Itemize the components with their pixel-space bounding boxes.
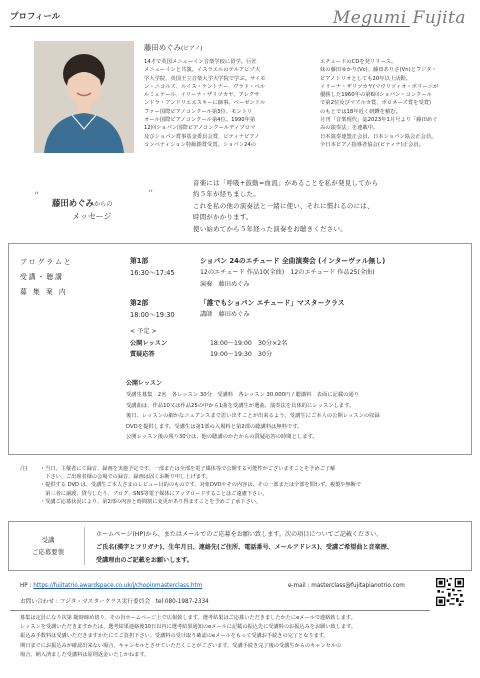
bio-line: 14才で英国メニューイン音楽学校に留学。巨匠	[144, 59, 257, 65]
lesson-line: 後日、レッスンの細かなニュアンスまで思い出すことが出来るよう、受講生にご本人の公開レッスンの収録	[126, 413, 380, 420]
hp-row	[20, 583, 202, 589]
header-divider	[10, 26, 410, 27]
email-address[interactable]: masterclass@fujitapianotrio.com	[311, 583, 405, 589]
part2-masterclass-title: 「誰でもショパン エチュード」マスタークラス	[200, 299, 345, 307]
bio-line: コンペティション特級銀賞受賞。ショパン24の	[144, 141, 257, 148]
close-quote-mark: ”	[148, 189, 154, 200]
notes-label: 注)	[20, 466, 28, 472]
schedule-row1-value: 18:00～19:00 30分×2名	[210, 340, 288, 347]
footer-line: 場合、納入済ました受講料は原則返金いたしかねます。	[20, 651, 150, 658]
message-line: これを私の他の演奏法と一緒に使い、それに慣れるのには、	[193, 201, 374, 210]
schedule-row2-label: 質疑応答	[130, 351, 155, 358]
apply-line-bold: 受講理由のご記載をお願いします。	[96, 557, 194, 564]
part1-title: 第1部	[130, 257, 149, 265]
apply-text	[96, 528, 468, 567]
signature-logo: Megumi Fujita	[332, 8, 466, 28]
schedule-row2-value: 19:00～19:30 30分	[210, 351, 273, 358]
hp-link[interactable]: https://fujitatrio.awardspace.co.uk/j/chopinmasterclass.htm	[33, 583, 203, 589]
message-kara: からの	[93, 201, 113, 208]
message-line: 時間がかかります。	[193, 213, 253, 222]
footer-line: 募集は定員になり次第 随時締め切り、その旨ホームページ上で広報致します。選考結果はご応募いただきましたかたにeメールで連絡致します。	[20, 615, 356, 621]
bio-line: イリーナ・ザリツカヤ(マウリツィオ・ポリーニが	[320, 83, 439, 90]
apply-line-bold: ご氏名(漢字とフリガナ)、生年月日、連絡先(ご住所、電話番号、メールアドレス)、受講ご希望曲と音楽歴、	[96, 544, 393, 551]
apply-label-line2: ご応募要領	[32, 548, 64, 556]
email-row	[288, 583, 405, 589]
program-label-line: プログラムと	[20, 258, 73, 266]
bio-line: ン・ニコルズ、ルイス・ケントナー、ヴラド・ペル	[144, 83, 266, 90]
apply-label-line1: 受講	[41, 536, 55, 544]
program-label	[20, 255, 104, 300]
footer-line: 振込み手数料は受講いただきますかたにてご負担下さい。受講料の受け取り確認のeメールをもって受講お手続きの完了となります。	[20, 633, 329, 640]
portrait-illustration	[34, 41, 134, 153]
program-label-line: 募 集 案 内	[20, 288, 68, 296]
bio-line: みの演奏法」を連載中。	[320, 125, 379, 132]
lesson-line: 受講生募集 2名 各レッスン 30分 受講料 各レッスン 30,000円 / 聴講料 表面に記載の通り	[126, 392, 360, 398]
portrait-photo	[34, 41, 134, 153]
note-line: 下さい。ご出席者様の会場での録音、録画は固くお断り申し上げます。	[40, 474, 211, 481]
bio-line: オール国際ピアノコンクール第4位。1990年第	[144, 117, 256, 124]
schedule-heading: < 予定 >	[130, 328, 157, 335]
notes-section	[20, 465, 475, 506]
bio-line: ピアノトリオとしても20年以上活動。	[320, 75, 412, 82]
part1-performer: 演奏 藤田めぐみ	[200, 281, 250, 288]
bio-name-text: 藤田めぐみ	[144, 43, 181, 52]
bio-line: エチュードのCDを発リリース。	[320, 59, 397, 65]
qr-code-icon[interactable]	[436, 578, 464, 606]
bio-line: 妹の藤田ゆかり(Vc)、藤田ありさ(Vn)とフジタ・	[320, 67, 437, 74]
message-body	[193, 178, 473, 235]
bio-text-right	[320, 58, 472, 149]
lesson-line: DVDを提供します。受講生は第1部の入場料と第2部の聴講料は無料です。	[126, 423, 303, 430]
message-line: 音楽には「呼吸+鼓動=血流」があることを私が発見してから	[193, 179, 379, 187]
bio-role: (ピアノ)	[180, 46, 203, 52]
bio-line: 12回ショパン国際ピアノコンクールディプロマ	[144, 125, 256, 132]
apply-label	[20, 534, 76, 558]
lesson-details	[126, 378, 466, 443]
part1-works: 12のエチュード 作品10(全曲) 12のエチュード 作品25(全曲)	[200, 269, 375, 276]
email-label: e-mail :	[288, 583, 312, 589]
bio-line: ンドラ・アンドリエエスキーに師事。ベーゼンドル	[144, 100, 266, 107]
schedule-row1-label: 公開レッスン	[130, 340, 168, 347]
note-line: 第三者に譲渡、貸与したり、ブログ、SNS等電子媒体にアップロードすることはご遠慮下さい。	[40, 490, 268, 497]
profile-title: プロフィール	[10, 12, 61, 22]
bio-line: メニューインと共演。イスラエルのテルアビブ大	[144, 67, 261, 74]
bio-line: 全日本ピアノ指導者協会(ピティナ)正会員。	[320, 141, 424, 148]
bio-line: 優勝した1960年の第6回ショパン・コンクール	[320, 92, 432, 99]
lesson-title: 公開レッスン	[126, 380, 162, 387]
part2-title: 第2部	[130, 299, 149, 307]
bio-line: 日本演奏連盟正会員、日本ショパン協会正会員。	[320, 133, 437, 140]
bio-text-left	[144, 58, 312, 149]
part1-time: 16:30～17:45	[130, 269, 175, 277]
footer-notes	[20, 614, 472, 660]
footer-line: 期日までにお振込みが確認出来ない場合、キャンセルとさせていただくことがございます。受講手続き完了後の受講生からのキャンセルの	[20, 642, 342, 649]
part2-lecturer: 講師 藤田めぐみ	[200, 311, 250, 318]
message-name: 藤田めぐみ	[52, 198, 94, 208]
message-heading	[52, 197, 112, 209]
program-label-line: 受講・聴講	[20, 273, 64, 281]
note-line: ・提供する DVD は、受講生ご本人さまのレビュー目的のものです。対象DVDやその内容は、その一部または全部を問わず、複製や無断で	[40, 482, 362, 489]
bio-line: ルミュテール、イリーナ・ザリツカヤ、アレクサ	[144, 92, 260, 99]
part2-time: 18:00～19:30	[130, 311, 175, 319]
bio-line: ファー国際ピアノコンクール第3位、モントリ	[144, 108, 253, 115]
bio-name	[144, 42, 202, 53]
part1-concert-title: ショパン 24のエチュード 全曲演奏会 (インターヴァル無し)	[200, 257, 386, 265]
bio-line: 学大学院、英国王立音楽大学大学院で学ぶ。サイモ	[144, 75, 266, 82]
bio-line: のもとでは18年近く研鑽を積む。	[320, 108, 401, 115]
lesson-line: 公開レッスン後の残り30分は、他の聴講のかたからの質疑応答の時間とします。	[126, 434, 318, 441]
message-line: 約５年が経ちました。	[193, 190, 260, 199]
apply-line: ホームページ(HP)から、またはメールでのご応募をお願い致します。次の項目についてご記載ください。	[96, 531, 383, 538]
note-line: ・当日、主催者にて録音、録画を実施予定です。一部または全部を電子媒体等で公開する可能性がございますことを予めご了解	[40, 466, 336, 472]
apply-divider	[84, 527, 85, 565]
contact-divider	[10, 610, 430, 611]
inquiry-line: お問い合わせ : フジタ・マスタークラス実行委員会 tel 080-1987-2334	[20, 599, 209, 605]
bio-line: 月刊「音楽現代」誌2023年1月号より「藤田めぐ	[320, 117, 438, 124]
bio-line: で第2位及びマズルカ賞、ポロネーズ賞を受賞)	[320, 100, 432, 107]
bio-line: 及びショパン賞事基金委員会賞、ビティナピアノ	[144, 133, 260, 140]
lesson-line: 受講曲は、作品10又は作品25の中から1曲を受講生が選曲。演奏法を具体的にレッスンします。	[126, 402, 355, 409]
hp-label: HP :	[20, 583, 34, 589]
message-subtitle: メッセージ	[72, 212, 112, 221]
message-line: 使い始めてから５年経った演奏をお聴きください。	[193, 224, 347, 233]
footer-line: レッスンを受講いただきますかたは、選考結果連絡後10日以内に選考結果通知のeメールに記載の振込先に受講料のお振込みをお願い致します。	[20, 624, 357, 631]
note-line: ・受講ご応募状況により、第2部の内容と時間割に変更があり得ますことを予めご了承下さい。	[40, 498, 262, 505]
open-quote-mark: “	[34, 191, 40, 202]
